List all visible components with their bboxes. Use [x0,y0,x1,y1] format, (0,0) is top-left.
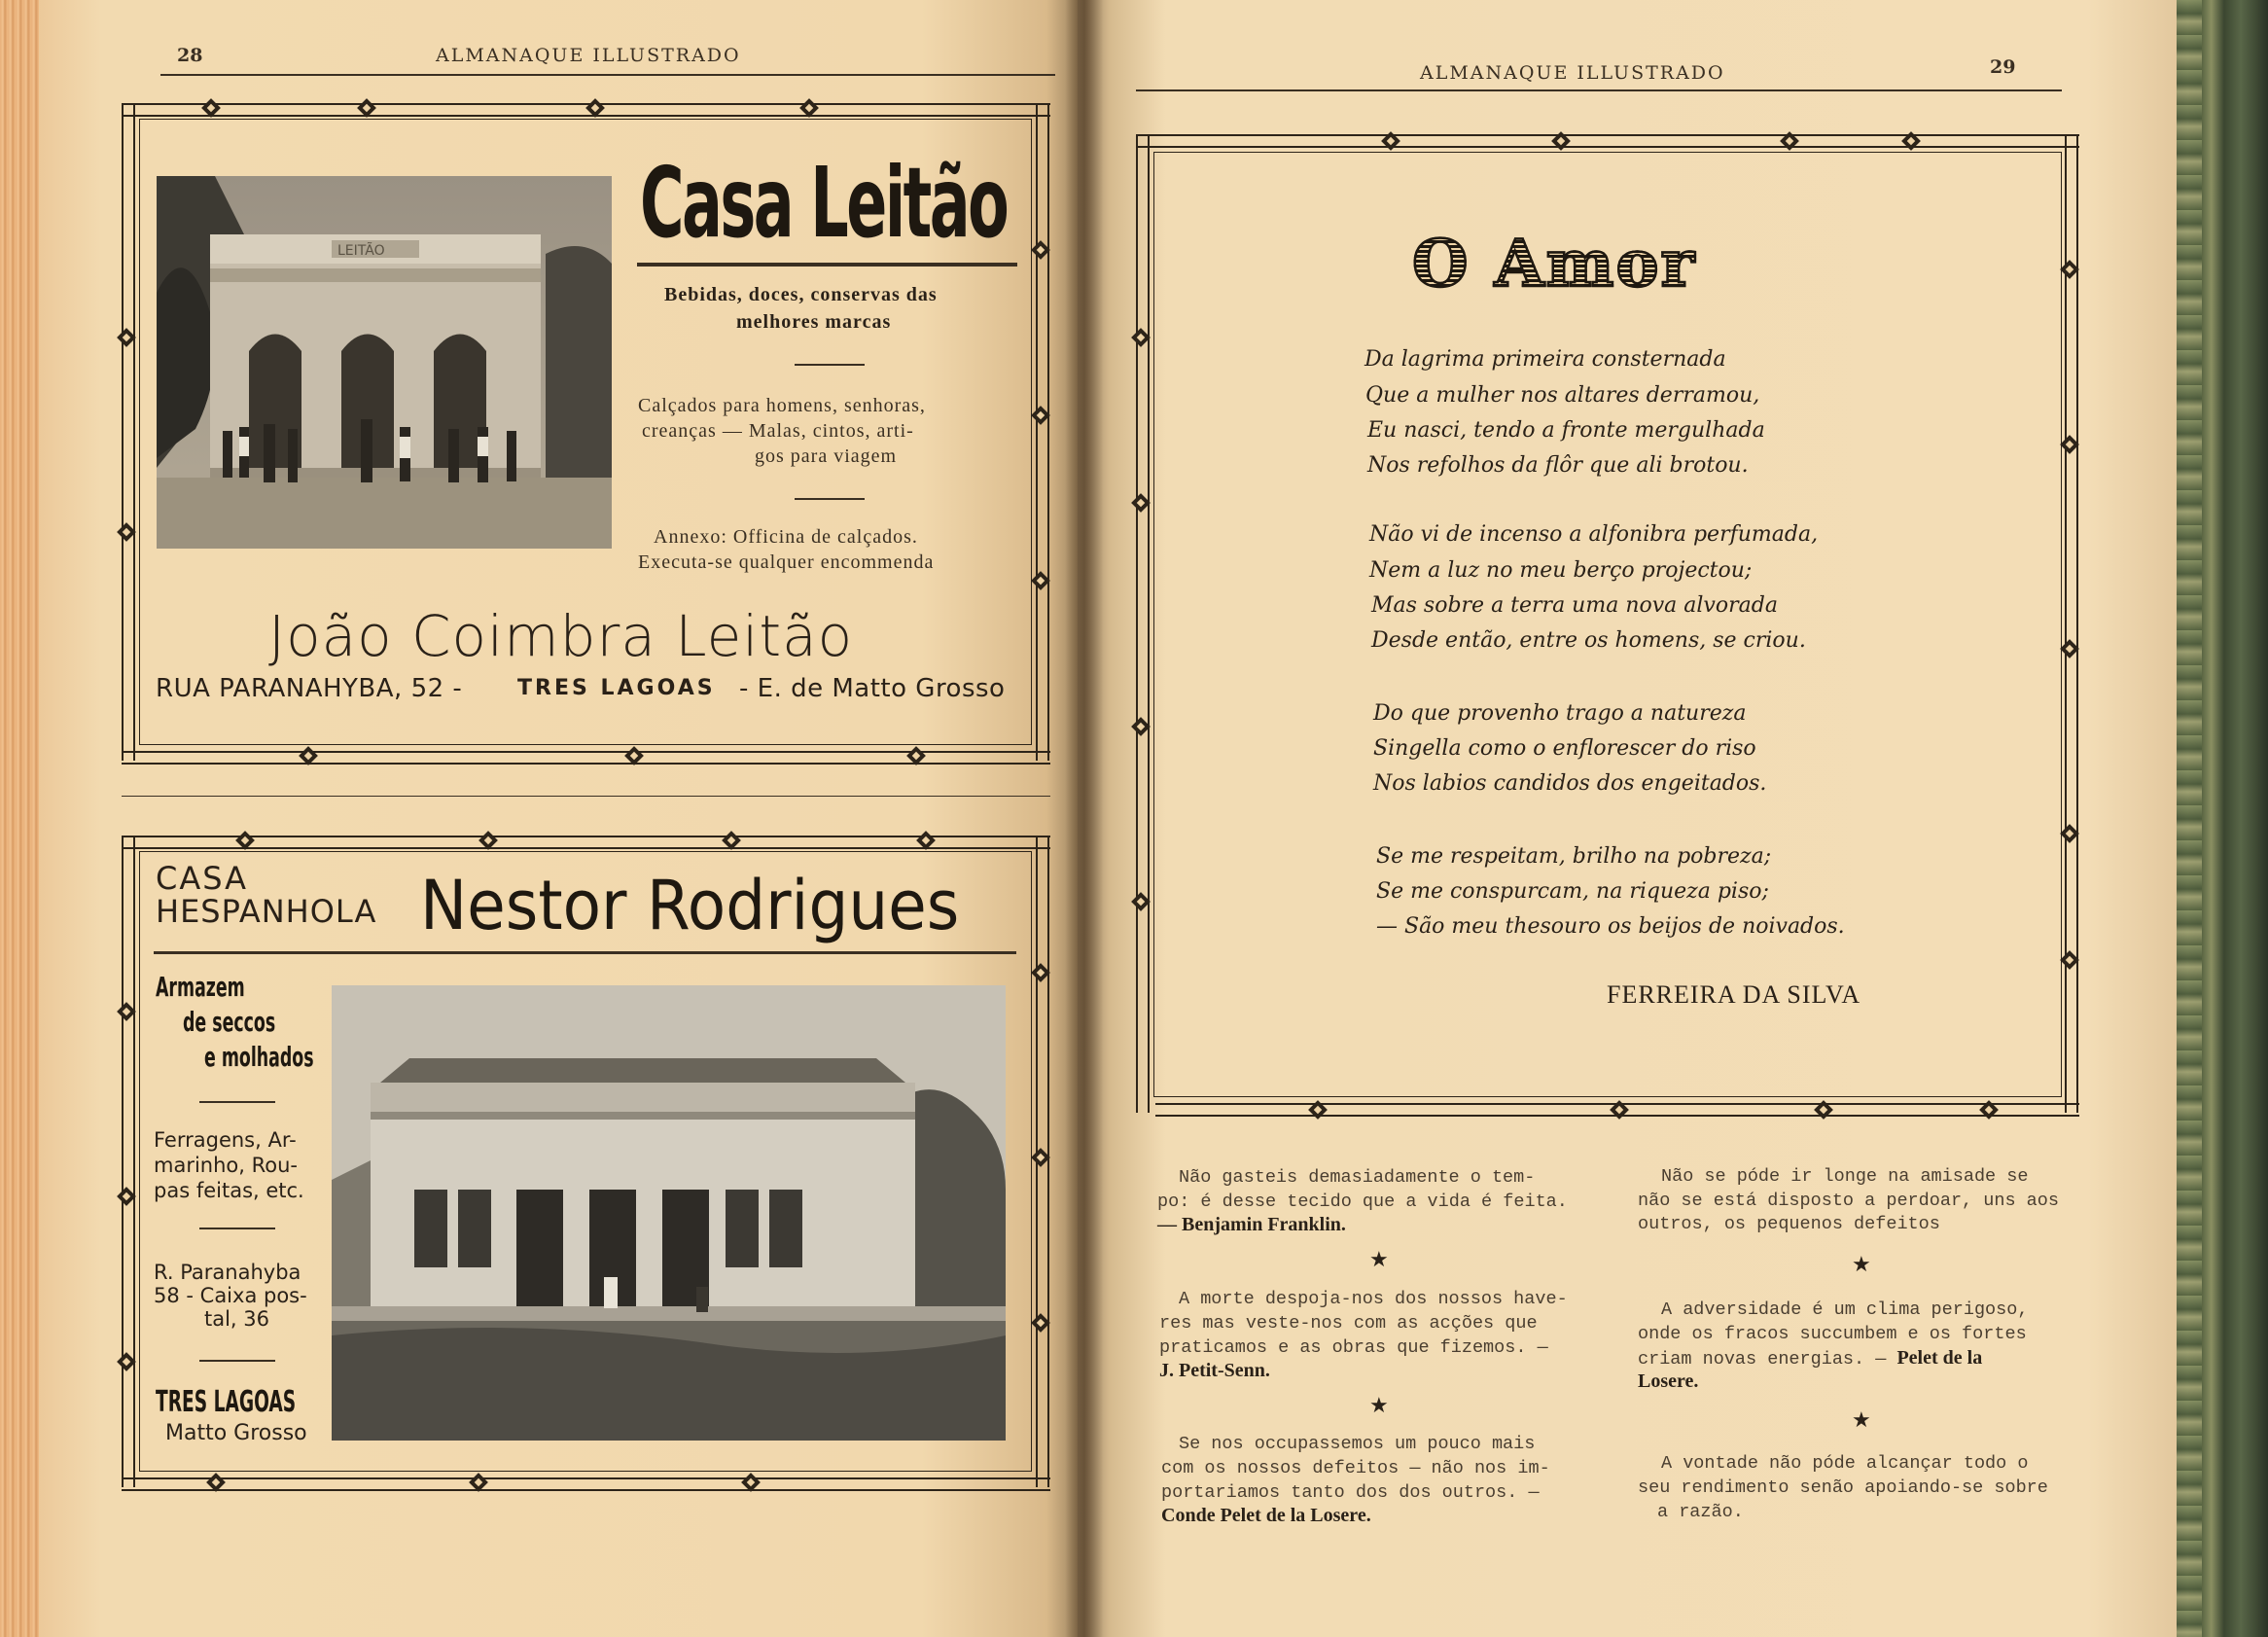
quote-line: não se está disposto a perdoar, uns aos [1638,1191,2059,1211]
quote-attribution: J. Petit-Senn. [1159,1360,1270,1381]
poem-line: Não vi de incenso a alfonibra perfumada, [1369,522,1819,547]
quote-line: criam novas energias. — Pelet de la [1638,1347,1983,1370]
ad2-goods-1: Ferragens, Ar- [154,1128,297,1152]
ad2-city: TRES LAGOAS [156,1385,297,1419]
divider-dash [199,1228,275,1229]
ad2-address-2: 58 - Caixa pos- [154,1284,307,1307]
poem-line: Desde então, entre os homens, se criou. [1371,628,1806,653]
separator-star: ★ [1852,1253,1871,1277]
ad-title-casa-leitao: Casa Leitão [640,146,1008,260]
poem-line: Eu nasci, tendo a fronte mergulhada [1367,418,1765,443]
quote-line: Se nos occupassemos um pouco mais [1179,1434,1536,1454]
poem-line: — São meu thesouro os beijos de noivados. [1376,914,1845,939]
poem-line: Se me conspurcam, na riqueza piso; [1376,879,1769,904]
ad2-goods-2: marinho, Rou- [154,1154,298,1177]
poem-line: Nem a luz no meu berço projectou; [1369,558,1753,583]
book-cover-band [2177,0,2202,1637]
address-state: - E. de Matto Grosso [739,674,1006,703]
poem-line: Nos refolhos da flôr que ali brotou. [1367,453,1749,478]
tagline-line-2: melhores marcas [736,311,892,333]
quote-line: Não gasteis demasiadamente o tem- [1179,1167,1536,1188]
quote-line: A vontade não póde alcançar todo o [1661,1453,2029,1474]
poem-line: Nos labios candidos dos engeitados. [1373,771,1767,796]
title-underline [637,263,1017,267]
header-rule-left [160,74,1055,76]
quote-line: A adversidade é um clima perigoso, [1661,1299,2029,1320]
ad2-label-hespanhola: HESPANHOLA [156,893,377,930]
ad2-side-molhados: e molhados [204,1041,314,1073]
poem-line: Singella como o enflorescer do riso [1373,736,1756,761]
quote-attribution: — Benjamin Franklin. [1157,1214,1346,1235]
divider-dash [199,1360,275,1362]
poem-line: Mas sobre a terra uma nova alvorada [1371,593,1778,618]
book-gutter [1065,0,1104,1637]
products-line-2: creanças — Malas, cintos, arti- [642,420,914,442]
quote-line: outros, os pequenos defeitos [1638,1214,1940,1234]
separator-star: ★ [1369,1248,1389,1272]
annex-line-1: Annexo: Officina de calçados. [654,526,918,548]
poem-line: Que a mulher nos altares derramou, [1365,383,1760,408]
quote-line: com os nossos defeitos — não nos im- [1161,1458,1550,1478]
poem-line: Se me respeitam, brilho na pobreza; [1376,844,1772,869]
header-rule-right [1136,89,2062,91]
address-city: TRES LAGOAS [517,676,716,700]
page-number-right: 29 [1990,56,2016,78]
quote-attribution: Losere. [1638,1370,1699,1392]
poem-line: Do que provenho trago a natureza [1373,701,1747,726]
poem-line: Da lagrima primeira consternada [1364,347,1726,372]
photo-sign-text: LEITÃO [337,243,385,259]
quote-attribution: Conde Pelet de la Losere. [1161,1505,1371,1526]
casa-leitao-photo [157,176,612,549]
ad2-label-casa: CASA [156,860,249,897]
separator-star: ★ [1852,1408,1871,1433]
quote-line: a razão. [1657,1502,1744,1522]
owner-name: João Coimbra Leitão [268,603,854,669]
quote-line: Não se póde ir longe na amisade se [1661,1166,2029,1187]
quote-line: seu rendimento senão apoiando-se sobre [1638,1477,2048,1498]
ad-separator-rule [122,796,1050,797]
quote-line: portariamos tanto dos dos outros. — [1161,1482,1540,1503]
ad2-address-1: R. Paranahyba [154,1261,301,1284]
quote-line: po: é desse tecido que a vida é feita. [1157,1192,1568,1212]
separator-star: ★ [1369,1394,1389,1418]
ad-title-nestor-rodrigues: Nestor Rodrigues [420,866,960,945]
ad2-side-seccos: de seccos [183,1006,276,1038]
poem-author: FERREIRA DA SILVA [1607,980,1861,1009]
divider-dash [795,498,865,500]
divider-dash [795,364,865,366]
page-number-left: 28 [177,45,203,66]
running-head-right: ALMANAQUE ILLUSTRADO [1420,62,1725,84]
divider-dash [199,1101,275,1103]
ad2-state: Matto Grosso [165,1421,307,1445]
title-underline [154,951,1016,954]
quote-line: A morte despoja-nos dos nossos have- [1179,1289,1568,1309]
poem-title: O Amor [1412,226,1697,302]
tagline-line-1: Bebidas, doces, conservas das [664,284,938,305]
running-head-left: ALMANAQUE ILLUSTRADO [436,45,741,66]
products-line-3: gos para viagem [755,445,898,467]
quote-line: onde os fracos succumbem e os fortes [1638,1324,2027,1344]
products-line-1: Calçados para homens, senhoras, [638,395,926,416]
ad2-side-armazem: Armazem [156,971,245,1003]
nestor-rodrigues-photo [332,985,1006,1441]
annex-line-2: Executa-se qualquer encommenda [638,552,935,573]
address-street: RUA PARANAHYBA, 52 - [156,674,463,703]
quote-line: res mas veste-nos com as acções que [1159,1313,1538,1334]
ad2-address-3: tal, 36 [204,1307,270,1331]
quote-line: praticamos e as obras que fizemos. — [1159,1337,1548,1358]
ad2-goods-3: pas feitas, etc. [154,1179,304,1202]
